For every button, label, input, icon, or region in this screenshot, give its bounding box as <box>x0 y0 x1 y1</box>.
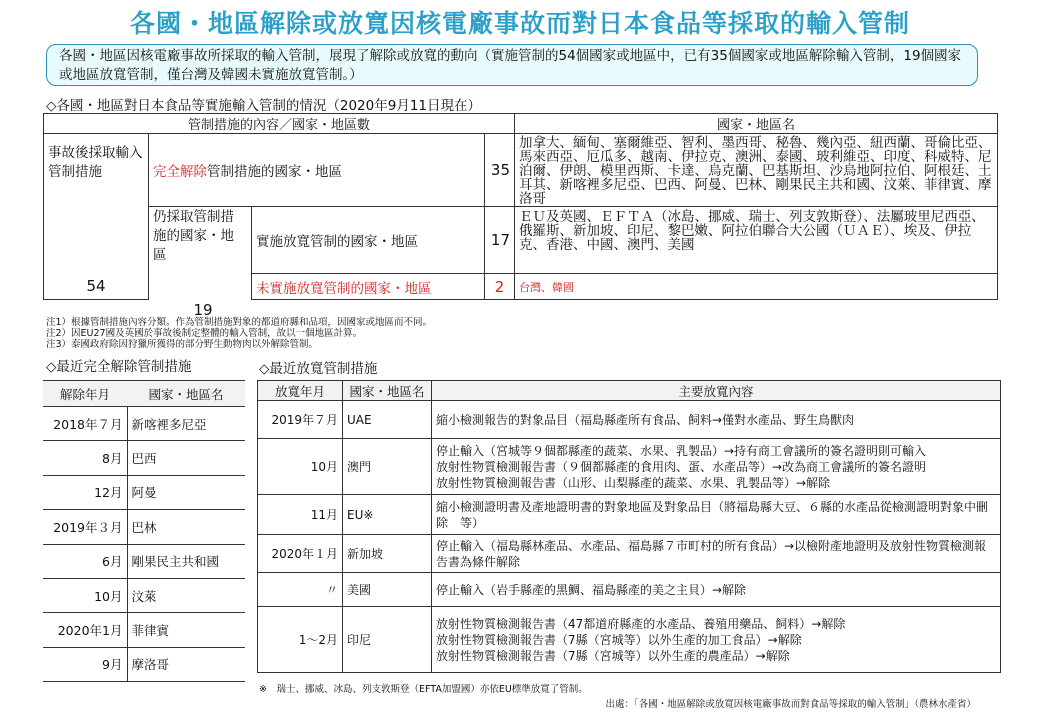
row-date: 1～2月 <box>258 607 343 673</box>
note-1: 注1）根據管制措施內容分類。作為管制措施對象的都道府縣和品項，因國家或地區而不同。 <box>46 317 433 328</box>
row-date: 〃 <box>258 573 343 607</box>
row-country: 菲律賓 <box>127 613 245 647</box>
table-row <box>43 613 245 647</box>
notes <box>46 317 432 350</box>
relaxed-count: 17 <box>485 207 515 274</box>
full-lift-count: 35 <box>485 134 515 207</box>
row-country: UAE <box>343 401 432 439</box>
still-count: 19 <box>193 301 213 319</box>
efta-footnote: ※ 瑞士、挪威、冰島、列支敦斯登（EFTA加盟國）亦依EU標準放寬了管制。 <box>259 684 588 695</box>
section-heading-full-lift: ◇最近完全解除管制措施 <box>46 359 192 375</box>
table-row <box>258 573 1001 607</box>
full-lift-countries: 加拿大、緬甸、塞爾維亞、智利、墨西哥、秘魯、幾內亞、紐西蘭、哥倫比亞、馬來西亞、厄瓜多、越南、伊拉克、澳洲、泰國、玻利維亞、印度、科威特、尼泊爾、伊朗、模里西斯、卡達、烏克蘭、巴基斯坦、沙烏地阿拉伯、阿根廷、土耳其、新喀裡多尼亞、巴西、阿曼、巴林、剛果民主共和國、汶萊、菲律賓、摩洛哥 <box>515 134 998 207</box>
row-date: 6月 <box>43 544 127 578</box>
row-content: 放射性物質檢測報告書（47都道府縣產的水產品、養殖用藥品、飼料）→解除 放射性物質檢測報告書（7縣（宮城等）以外生產的加工食品）→解除 放射性物質檢測報告書（7縣（宮城等）以外生產的農產品）→解除 <box>432 607 1001 673</box>
left-header-country: 國家・地區名 <box>127 381 245 407</box>
row-date: 8月 <box>43 441 127 475</box>
row-date: 11月 <box>258 495 343 535</box>
source-credit: 出處：「各國・地區解除或放寬因核電廠事故而對食品等採取的輸入管制」（農林水產省） <box>605 699 976 710</box>
row-country: 新加坡 <box>343 535 432 573</box>
recent-full-lift-table <box>43 380 245 682</box>
section-heading-status: ◇各國・地區對日本食品等實施輸入管制的情況（2020年9月11日現在） <box>46 98 482 114</box>
row-country: 新喀裡多尼亞 <box>127 407 245 441</box>
table-row <box>43 510 245 544</box>
table-row <box>258 495 1001 535</box>
row-country: 阿曼 <box>127 475 245 509</box>
row-date: 2020年１月 <box>258 535 343 573</box>
page-title: 各國・地區解除或放寬因核電廠事故而對日本食品等採取的輸入管制 <box>129 9 910 38</box>
row-country: 剛果民主共和國 <box>127 544 245 578</box>
full-lift-rest-text: 管制措施的國家・地區 <box>207 164 342 180</box>
row-country: 巴西 <box>127 441 245 475</box>
row-country: 汶萊 <box>127 578 245 612</box>
row-content: 縮小檢測證明書及產地證明書的對象地區及對象品目（將福島縣大豆、６縣的水產品從檢測證明對象中刪除 等） <box>432 495 1001 535</box>
right-header-content: 主要放寬內容 <box>432 381 1001 401</box>
row-date: 2020年1月 <box>43 613 127 647</box>
row-date: 2019年７月 <box>258 401 343 439</box>
table-row <box>43 441 245 475</box>
table-row <box>43 647 245 681</box>
section-heading-relaxed: ◇最近放寬管制措施 <box>259 361 378 377</box>
row-country: 印尼 <box>343 607 432 673</box>
table-row <box>258 439 1001 495</box>
summary-box: 各國・地區因核電廠事故所採取的輸入管制，展現了解除或放寬的動向（實施管制的54個國家或地區中，已有35個國家或地區解除輸入管制，19個國家或地區放寬管制，僅台灣及韓國未實施放寬管制。） <box>46 44 978 86</box>
right-header-country: 國家・地區名 <box>343 381 432 401</box>
note-2: 注2）因EU27國及英國於事故後制定整體的輸入管制，故以一個地區計算。 <box>46 328 363 339</box>
table-row <box>258 607 1001 673</box>
row-country: 巴林 <box>127 510 245 544</box>
row-date: 2019年３月 <box>43 510 127 544</box>
row-date: 10月 <box>43 578 127 612</box>
row-country: 澳門 <box>343 439 432 495</box>
row-content: 停止輸入（福島縣林產品、水產品、福島縣７市町村的所有食品）→以檢附產地證明及放射性物質檢測報告書為條件解除 <box>432 535 1001 573</box>
recent-relaxed-table <box>257 380 1001 673</box>
main-status-table <box>43 113 998 300</box>
row-country: 摩洛哥 <box>127 647 245 681</box>
row-date: 9月 <box>43 647 127 681</box>
relaxed-label: 實施放寬管制的國家・地區 <box>252 207 485 274</box>
row-content: 停止輸入（宮城等９個都縣產的蔬菜、水果、乳製品）→持有商工會議所的簽名證明則可輸入 放射性物質檢測報告書（９個都縣產的食用肉、蛋、水產品等）→改為商工會議所的簽名證明 放射性物質檢測報告書（山形、山梨縣產的蔬菜、水果、乳製品等）→解除 <box>432 439 1001 495</box>
row-date: 10月 <box>258 439 343 495</box>
right-header-date: 放寬年月 <box>258 381 343 401</box>
note-3: 注3）泰國政府除因狩獵所獲得的部分野生動物肉以外解除管制。 <box>46 339 319 350</box>
not-relaxed-label: 未實施放寬管制的國家・地區 <box>252 274 485 300</box>
full-lift-red-text: 完全解除 <box>153 164 207 180</box>
main-header-left: 管制措施的內容／國家・地區數 <box>44 114 515 134</box>
relaxed-countries: ＥＵ及英國、ＥＦＴＡ（冰島、挪威、瑞士、列支敦斯登）、法屬玻里尼西亞、俄羅斯、新加坡、印尼、黎巴嫩、阿拉伯聯合大公國（ＵＡＥ）、埃及、伊拉克、香港、中國、澳門、美國 <box>515 207 998 274</box>
total-count: 54 <box>44 274 149 300</box>
row-content: 縮小檢測報告的對象品目（福島縣產所有食品、飼料→僅對水產品、野生鳥獸肉 <box>432 401 1001 439</box>
row-date: 2018年７月 <box>43 407 127 441</box>
table-row <box>43 475 245 509</box>
not-relaxed-countries: 台灣、韓國 <box>515 274 998 300</box>
post-accident-label: 事故後採取輸入管制措施 <box>44 134 149 274</box>
still-regulated-label: 仍採取管制措施的國家・地區 <box>149 207 252 300</box>
table-row <box>258 535 1001 573</box>
row-country: EU※ <box>343 495 432 535</box>
not-relaxed-count: 2 <box>485 274 515 300</box>
main-header-right: 國家・地區名 <box>515 114 998 134</box>
table-row <box>43 544 245 578</box>
full-lift-label <box>149 134 485 207</box>
row-date: 12月 <box>43 475 127 509</box>
table-row <box>258 401 1001 439</box>
table-row <box>43 407 245 441</box>
left-header-date: 解除年月 <box>43 381 127 407</box>
row-country: 美國 <box>343 573 432 607</box>
row-content: 停止輸入（岩手縣產的黑鯛、福島縣產的美之主貝）→解除 <box>432 573 1001 607</box>
table-row <box>43 578 245 612</box>
